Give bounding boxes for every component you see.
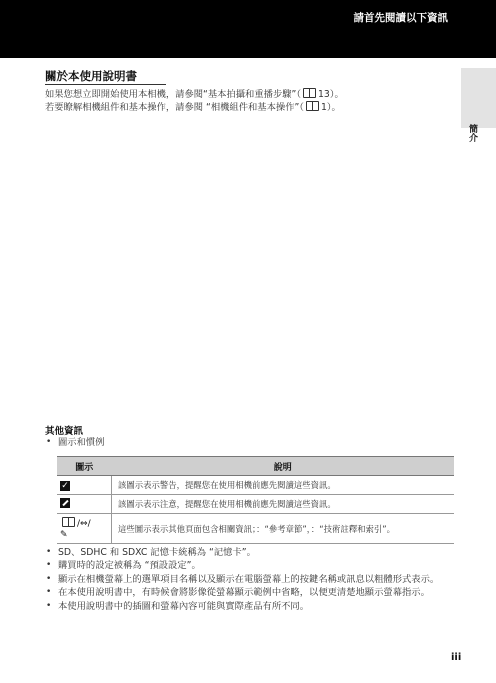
heading-underline <box>45 84 166 85</box>
list-item: • 購買時的設定被稱為 “預設設定”。 <box>45 559 465 572</box>
intro-line-1-page: 13 <box>318 89 330 100</box>
book-reference-icon <box>306 101 319 111</box>
header-bar <box>0 0 496 58</box>
description-cell: 這些圖示表示其他頁面包含相關資訊；：“參考章節”，：“技術註釋和索引”。 <box>112 514 455 544</box>
list-item: • 圖示和慣例 <box>45 436 465 449</box>
technical-notes-icon: ✎ <box>60 530 68 540</box>
description-cell: 該圖示表示注意，提醒您在使用相機前應先閱讀這些資訊。 <box>112 495 455 514</box>
intro-line-1 <box>45 86 344 100</box>
section-heading: 關於本使用說明書 <box>45 69 137 83</box>
column-header-icon: 圖示 <box>57 457 112 476</box>
description-cell: 該圖示表示警告，提醒您在使用相機前應先閱讀這些資訊。 <box>112 476 455 495</box>
list-item: • 本使用說明書中的插圖和螢幕內容可能與實際產品有所不同。 <box>45 600 465 613</box>
icon-cell <box>57 495 112 514</box>
book-reference-icon <box>303 88 316 98</box>
list-item: • SD、SDHC 和 SDXC 記憶卡統稱為 “記憶卡”。 <box>45 546 465 559</box>
conventions-bullet-list <box>45 546 465 613</box>
intro-line-2-end: ）。 <box>326 102 341 113</box>
intro-line-2-text: 若要瞭解相機組件和基本操作，請參閱 “相機組件和基本操作”（ <box>45 102 304 113</box>
caution-check-icon: ✓ <box>61 480 69 491</box>
icon-legend-table <box>57 456 454 544</box>
note-pencil-icon <box>60 498 70 508</box>
book-reference-icon <box>62 517 75 527</box>
table-row <box>57 495 454 514</box>
icon-separator: / <box>87 519 91 529</box>
intro-line-2-page: 1 <box>320 102 327 113</box>
column-header-description: 說明 <box>112 457 455 476</box>
intro-line-1-end: ）。 <box>329 89 344 100</box>
table-row <box>57 514 454 544</box>
intro-line-2 <box>45 99 341 113</box>
side-tab <box>461 68 496 128</box>
icon-cell <box>57 476 112 495</box>
reference-arrows-icon: ⇔ <box>80 519 88 529</box>
list-item: • 顯示在相機螢幕上的選單項目名稱以及顯示在電腦螢幕上的按鍵名稱或訊息以粗體形式表示。 <box>45 573 465 586</box>
intro-bullet-list <box>45 436 465 449</box>
header-title: 請首先閱讀以下資訊 <box>353 12 448 24</box>
icon-separator: / <box>77 519 81 529</box>
icon-cell <box>57 514 112 544</box>
intro-line-1-text: 如果您想立即開始使用本相機，請參閱“基本拍攝和重播步驟”（ <box>45 89 301 100</box>
list-item: • 在本使用說明書中，有時候會將影像從螢幕顯示範例中省略，以便更清楚地顯示螢幕指示。 <box>45 586 465 599</box>
side-tab-label: 簡介 <box>467 124 477 142</box>
table-header-row <box>57 457 454 476</box>
page-number: iii <box>451 652 462 663</box>
other-info-heading: 其他資訊 <box>45 426 84 437</box>
table-row <box>57 476 454 495</box>
